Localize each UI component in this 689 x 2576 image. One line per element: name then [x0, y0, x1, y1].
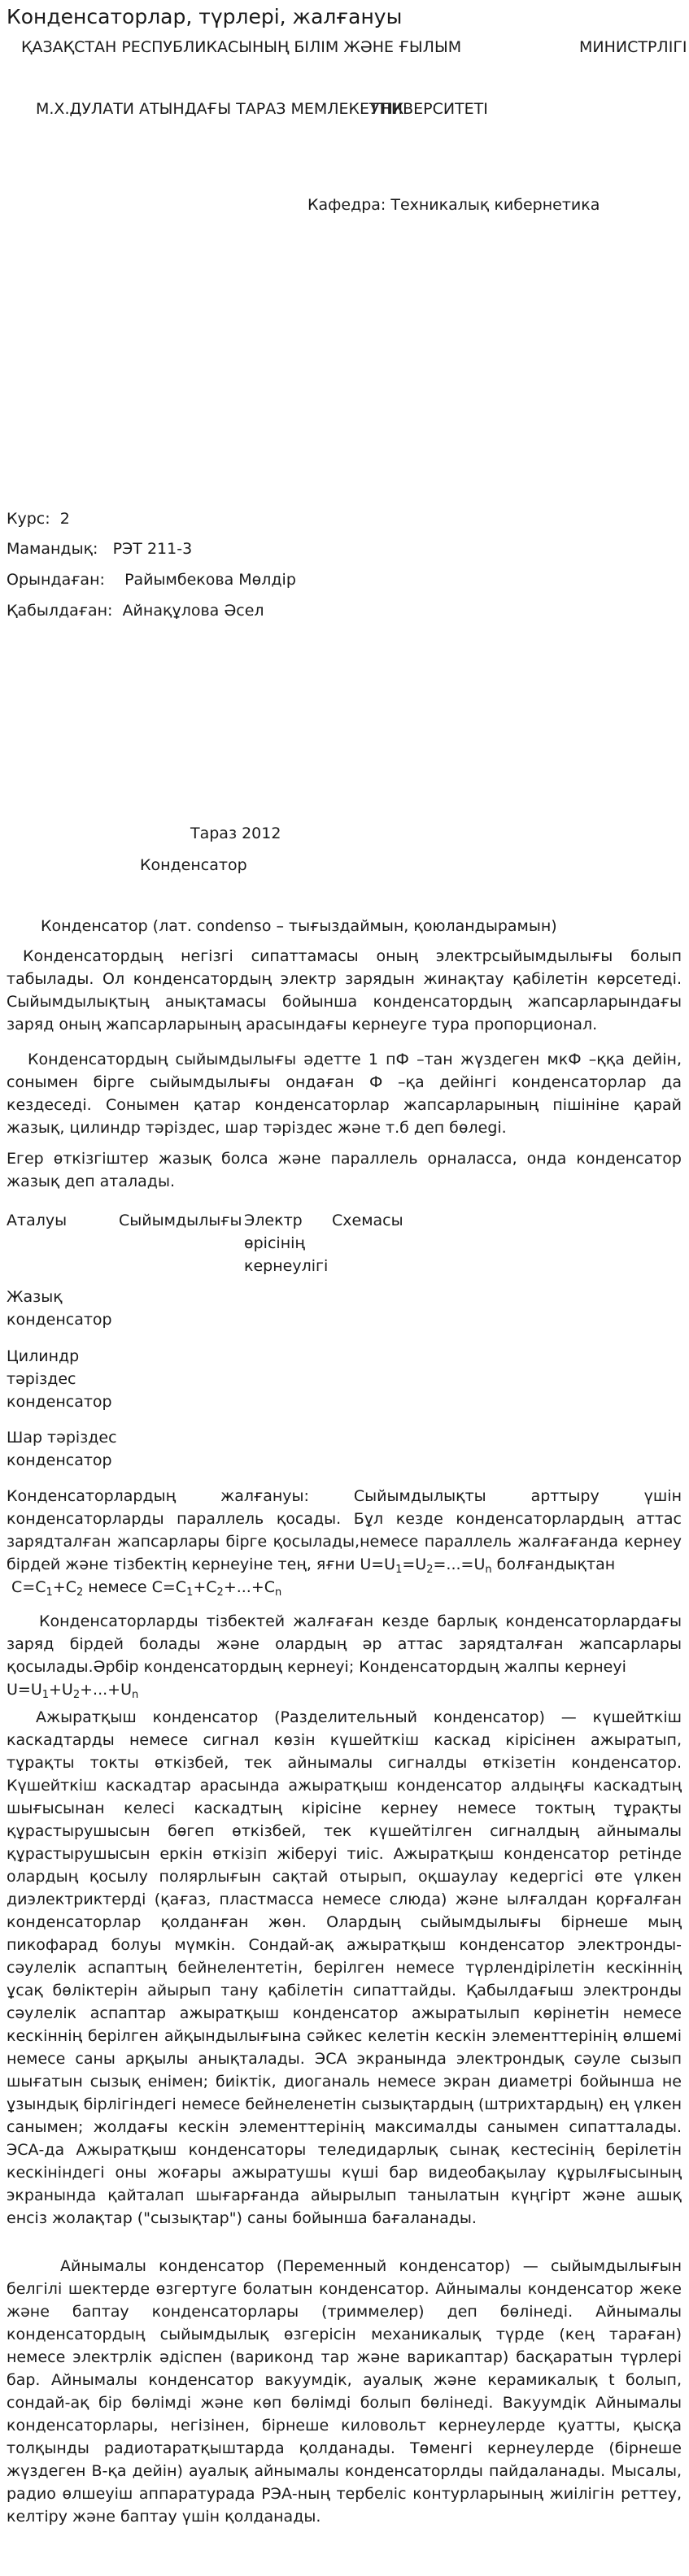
table-row: Шар тәріздес конденсатор [7, 1429, 117, 1469]
paragraph-parallel: Конденсаторлардың жалғануы: Сыйымдылықты арттыру үшін конденсаторларды параллель қосады. Бұл кезде конденсаторлардың аттас зарядталған жапсарлары бірге қосылады,немесе параллель жалғағанда кернеу бірдей және тізбектің кернеуіне тең, яғни $U=U_1=U_2=...=U_n$ болғандықтан $C=C_1+C_2$ немесе $C=C_1+C_2+...+C_n$ [7, 1487, 682, 1599]
paragraph-series: Конденсаторларды тізбектей жалғаған кезде барлық конденсаторлардағы заряд бірдей болады және олардың әр аттас зарядталған жапсарлары қосылады.Әрбір конденсатордың кернеуі; Конденсатордың жалпы кернеуі $U=U_1+U_2+...+U_n$ [7, 1612, 682, 1701]
paragraph-plane: Егер өткізгіштер жазық болса және параллель орналасса, онда конденсатор жазық деп аталады. [7, 1150, 682, 1190]
specialty-line [7, 537, 192, 560]
series-formula: U=U [7, 1681, 42, 1699]
course-value: 2 [59, 510, 70, 528]
section-heading: Конденсатор [140, 856, 247, 874]
department: Кафедра: Техникалық кибернетика [307, 196, 600, 214]
university-name: М.Х.ДУЛАТИ АТЫНДАҒЫ ТАРАЗ МЕМЛЕКЕТТІК [36, 100, 404, 118]
course-line [7, 507, 70, 530]
paragraph-characteristics: Конденсатордың негізгі сипаттамасы оның электрсыйымдылығы болып табылады. Ол конденсатордың электр зарядын жинақтау қабілетін көрсетеді. Сыйымдылықтың анықтамасы бойынша конденсатордың жапсарларындағы заряд оның жапсарларының арасындағы кернеуге тура пропорционал. [7, 947, 682, 1033]
table-header-name: Аталуы [7, 1212, 68, 1229]
parallel-formula: C=C [11, 1578, 46, 1596]
table-row: Цилиндр тәріздес конденсатор [7, 1347, 112, 1411]
table-header-field: Электр өрісінің кернеулігі [244, 1212, 329, 1275]
ministry-name: ҚАЗАҚСТАН РЕСПУБЛИКАСЫНЫҢ БІЛІМ ЖӘНЕ ҒЫЛЫМ [21, 38, 462, 56]
paragraph-capacitance: Конденсатордың сыйымдылығы әдетте 1 пФ –тан жүздеген мкФ –ққа дейін, сонымен бірге сыйымдылығы ондаған Ф –қа дейінгі конденсаторлар да кездеседі. Сонымен қатар конденсаторлар жапсарларының пішініне қарай жазық, цилиндр тәріздес, шар тәріздес және т.б деп бөлеgі. [7, 1051, 682, 1137]
performer-line [7, 568, 296, 591]
paragraph-coupling-capacitor: Ажыратқыш конденсатор (Разделительный конденсатор) — күшейткіш каскадтарды немесе сигнал көзін күшейткіш каскад кірісінен ажыратып, тұрақты токты өткізбей, тек айнымалы сигналды өткізетін конденсатор. Күшейткіш каскадтар арасында ажыратқыш конденсатор алдыңғы каскадтың шығысынан келесі каскадтың кірісіне кернеу немесе токтың тұрақты құрастырушысын бөгеп өткізбей, тек күшейтілген сигналдың айнымалы құрастырушысын еркін өткізіп жіберуі тиіс. Ажыратқыш конденсатор ретінде олардың қосылу полярлығын сақтай отырып, оқшаулау кедергісі өте үлкен диэлектриктерді (қағаз, пластмасса немесе слюда) және ылғалдан қорғалған конденсаторлар қолданған жөн. Олардың сыйымдылығы бірнеше мың пикофарад болуы мүмкін. Сондай-ақ ажыратқыш конденсатор электронды-сәулелік аспаптың бейнелентетін, берілген немесе түрлендірілетін кескіннің ұсақ бөліктерін айырып тану қабілетін сипаттайды. Қабылдағыш электронды сәулелік аспаптар ажыратқыш конденсатор ажыратылып көрінетін немесе кескіннің берілген айқындылығына сәйкес келетін кескін элементтерінің өлшемі немесе саны арқылы анықталады. ЭСА экранында электрондық сәуле сызып шығатын сызық енімен; биіктік, диоганаль немесе экран диаметрі бойынша не ұзындық бірлігіндегі немесе бейнеленетін сызықтардың (штрихтардың) ең үлкен санымен; жолдағы кескін элементтерінің максималды санымен сипатталады. ЭСА-да Ажыратқыш конденсаторы теледидарлық сынақ кестесінің берілетін кескініндегі оны жоғары ажыратушы күші бар видеобақылау құрылғысының экранында қайталап шығарғанда айырылып танылатын күңгірт және ашық енсіз жолақтар ("сызықтар") саны бойынша бағаланады. [7, 1708, 682, 2227]
ministry-name-end: МИНИСТРЛІГІ [579, 38, 687, 56]
page-title: Конденсаторлар, түрлері, жалғануы [7, 5, 403, 28]
specialty-value: РЭТ 211-3 [112, 540, 193, 558]
paragraph-variable-capacitor: Айнымалы конденсатор (Переменный конденсатор) — сыйымдылығын белгілі шектерде өзгертуге болатын конденсатор. Айнымалы конденсатор жеке және баптау конденсаторлары (триммелер) деп бөлінеді. Айнымалы конденсатордың сыйымдылық өзгерісін механикалық түрде (кең тараған) немесе электрлік әдіспен (вариконд тар және варикаптар) басқаратын түрлері бар. Айнымалы конденсатор вакуумдік, ауалық және керамикалық t болып, сондай-ақ бір бөлімді және көп бөлімді болып бөлінеді. Вакуумдік Айнымалы конденсаторлары, негізінен, бірнеше киловольт кернеулерде қуатты, қысқа толқынды радиотаратқыштарда қолданады. Төменгі кернеулерде (бірнеше жүздеген В-қа дейін) ауалық айнымалы конденсаторлды пайдаланады. Мысалы, радио өлшеуіш аппаратурада РЭА-ның тербеліс контурларының жиілігін реттеу, келтіру және баптау үшін қолданады. [7, 2257, 682, 2526]
city-year: Тараз 2012 [190, 825, 281, 842]
specialty-label: Мамандық: [7, 540, 98, 558]
reviewer-label: Қабылдаған: [7, 602, 113, 620]
reviewer-value: Айнақұлова Әсел [122, 602, 264, 620]
table-row: Жазық конденсатор [7, 1288, 112, 1329]
intro-line: Конденсатор (лат. condenso – тығыздаймын, қоюландырамын) [41, 917, 557, 935]
performer-value: Райымбекова Мөлдір [124, 571, 296, 589]
table-header-capacitance: Сыйымдылығы [119, 1212, 242, 1229]
performer-label: Орындаған: [7, 571, 105, 589]
reviewer-line [7, 599, 264, 622]
table-header-scheme: Схемасы [332, 1212, 403, 1229]
course-label: Курс: [7, 510, 50, 528]
university-name-end: УНИВЕРСИТЕТІ [370, 100, 488, 118]
